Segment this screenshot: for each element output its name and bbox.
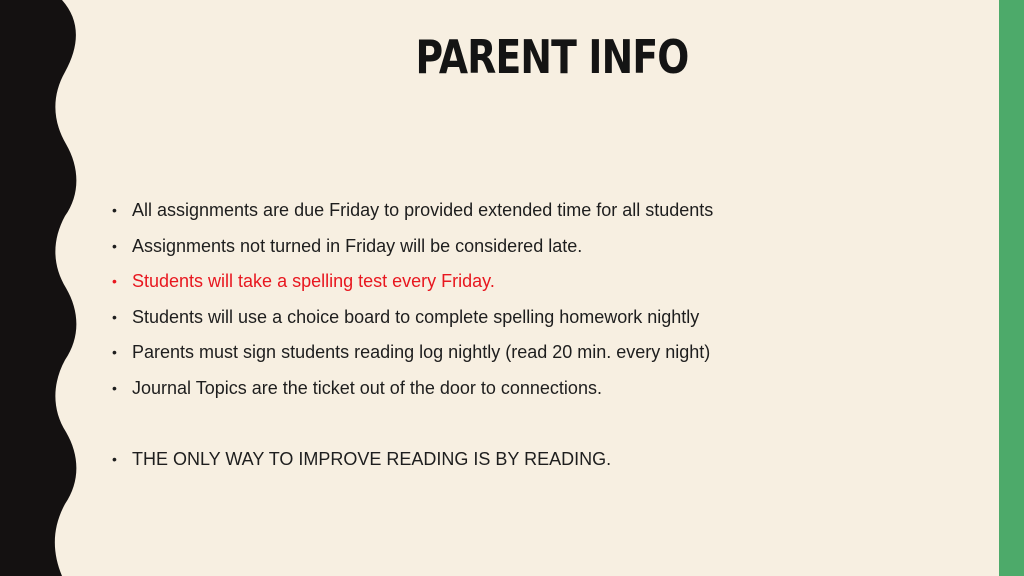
list-item-text: Parents must sign students reading log nightly (read 20 min. every night) <box>132 342 711 362</box>
bullet-icon: • <box>112 379 117 396</box>
list-item-text: THE ONLY WAY TO IMPROVE READING IS BY READING. <box>132 449 612 469</box>
bullet-icon: • <box>112 237 117 254</box>
bullet-list <box>112 196 972 481</box>
list-item-text: Students will use a choice board to complete spelling homework nightly <box>132 306 700 327</box>
list-item-text: Students will take a spelling test every Friday. <box>132 271 495 291</box>
left-wave-border <box>0 0 90 576</box>
page-title: PARENT INFO <box>415 30 689 84</box>
list-item <box>112 445 972 481</box>
list-item-text: Journal Topics are the ticket out of the door to connections. <box>132 377 602 398</box>
right-accent-stripe <box>999 0 1024 576</box>
list-item <box>112 374 972 410</box>
list-item-text: Assignments not turned in Friday will be considered late. <box>132 235 583 256</box>
list-item <box>112 196 972 232</box>
list-item <box>112 232 972 268</box>
bullet-icon: • <box>112 202 117 218</box>
bullet-icon: • <box>112 273 117 289</box>
list-item <box>112 338 972 374</box>
bullet-icon: • <box>112 308 117 325</box>
list-item <box>112 303 972 339</box>
bullet-icon: • <box>112 344 117 360</box>
list-item-highlighted <box>112 267 972 303</box>
bullet-icon: • <box>112 451 117 467</box>
list-item-text: All assignments are due Friday to provided extended time for all students <box>132 200 714 220</box>
